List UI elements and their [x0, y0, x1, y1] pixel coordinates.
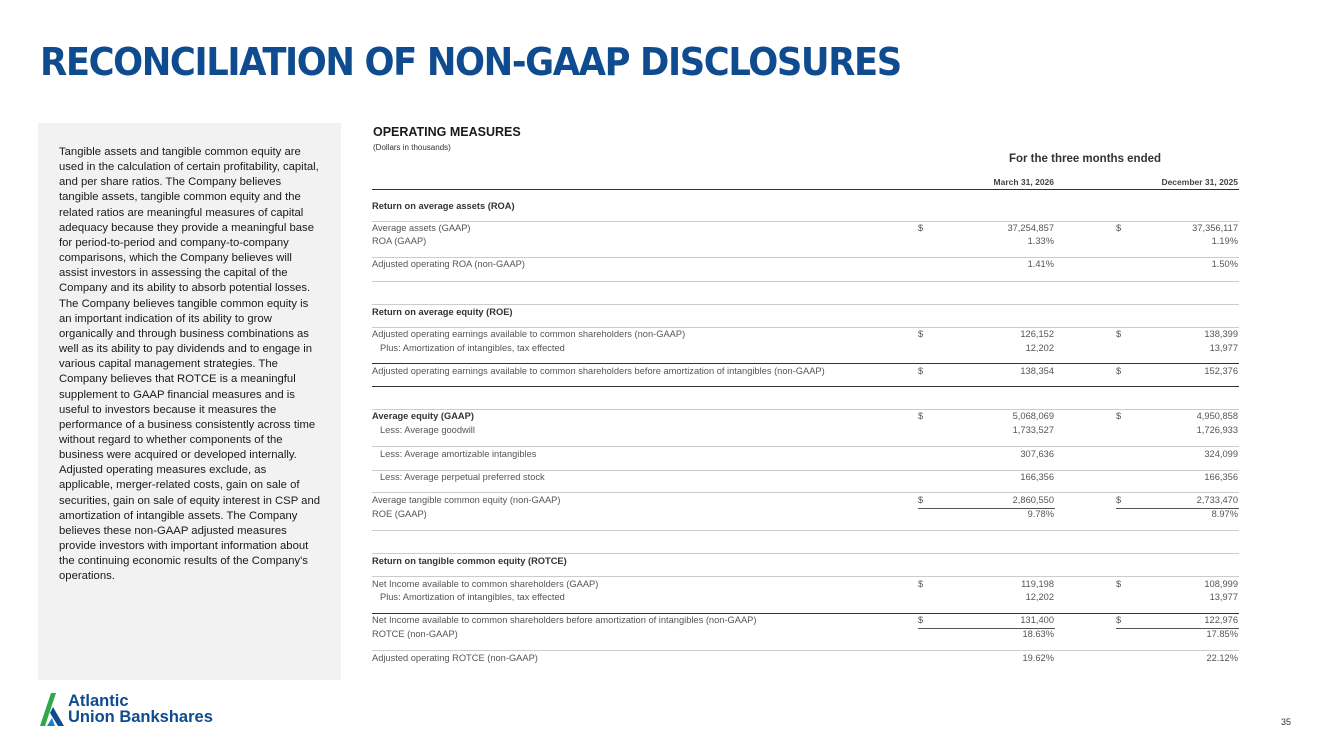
logo-line-1: Atlantic — [68, 692, 129, 710]
row-label: Average tangible common equity (non-GAAP) — [372, 495, 561, 505]
period-header: For the three months ended — [1008, 153, 1162, 165]
table-row — [372, 411, 1239, 425]
row-label: Less: Average amortizable intangibles — [380, 449, 537, 459]
value-december: 13,977 — [1209, 343, 1238, 353]
table-row — [372, 425, 1239, 439]
row-divider — [372, 553, 1239, 554]
table-row — [372, 653, 1239, 667]
row-divider — [372, 281, 1239, 282]
value-december: 108,999 — [1204, 579, 1238, 589]
column-header-march: March 31, 2026 — [993, 177, 1054, 187]
logo-mark-icon — [40, 693, 66, 727]
section-title: OPERATING MEASURES — [373, 125, 521, 139]
row-label: Adjusted operating ROTCE (non-GAAP) — [372, 653, 538, 663]
row-label: ROTCE (non-GAAP) — [372, 629, 458, 639]
row-label: ROA (GAAP) — [372, 236, 427, 246]
currency-symbol: $ — [1116, 366, 1122, 376]
row-divider — [372, 492, 1239, 493]
value-december: 1,726,933 — [1196, 425, 1238, 435]
value-december: 37,356,117 — [1192, 223, 1238, 233]
header-divider — [372, 189, 1239, 190]
row-divider — [372, 409, 1239, 410]
page-title: RECONCILIATION OF NON-GAAP DISCLOSURES — [40, 40, 901, 84]
value-december: 122,976 — [1204, 615, 1238, 625]
row-label: Less: Average goodwill — [380, 425, 475, 435]
row-divider — [372, 386, 1239, 387]
page-number: 35 — [1281, 717, 1292, 727]
value-december: 166,356 — [1204, 472, 1238, 482]
row-divider — [372, 327, 1239, 328]
row-label: Return on tangible common equity (ROTCE) — [372, 556, 567, 566]
row-label: Average assets (GAAP) — [372, 223, 471, 233]
column-header-december: December 31, 2025 — [1161, 177, 1238, 187]
table-row — [372, 556, 1239, 570]
table-row — [372, 223, 1239, 237]
currency-symbol: $ — [1116, 223, 1122, 233]
value-march: 5,068,069 — [1012, 411, 1054, 421]
value-march: 9.78% — [1027, 509, 1054, 519]
table-row — [372, 329, 1239, 343]
value-december: 152,376 — [1204, 366, 1238, 376]
value-december: 8.97% — [1211, 509, 1238, 519]
sidebar-text: Tangible assets and tangible common equity are used in the calculation of certain profitability, capital, and per share ratios. The Company believes tangible assets, tangible common equity and the related ratios are meaningful measures of capital adequacy because they provide a meaningful base for period-to-period and company-to-company comparisons, which the Company believes will assist investors in assessing the capital of the Company and its ability to absorb potential losses. The Company believes tangible common equity is an important indication of its ability to grow organically and through business combinations as well as its ability to pay dividends and to engage in various capital management strategies. The Company believes that ROTCE is a meaningful supplement to GAAP financial measures and is useful to investors because it measures the performance of a business consistently across time without regard to whether components of the business were acquired or developed internally. Adjusted operating measures exclude, as applicable, merger-related costs, gain on sale of securities, gain on sale of equity interest in CSP and amortization of intangible assets. The Company believes these non-GAAP adjusted measures provide investors with important information about the continuing economic results of the Company's operations. — [59, 146, 321, 583]
value-march: 1.41% — [1027, 259, 1054, 269]
currency-symbol: $ — [918, 579, 924, 589]
value-december: 1.19% — [1211, 236, 1238, 246]
table-row — [372, 259, 1239, 273]
row-divider — [372, 650, 1239, 651]
currency-symbol: $ — [918, 366, 924, 376]
table-row — [372, 307, 1239, 321]
row-label: Average equity (GAAP) — [372, 411, 474, 421]
table-row — [372, 201, 1239, 215]
value-december: 2,733,470 — [1196, 495, 1238, 505]
row-divider — [372, 530, 1239, 531]
currency-symbol: $ — [918, 615, 924, 625]
value-march: 138,354 — [1020, 366, 1054, 376]
value-december: 324,099 — [1204, 449, 1238, 459]
table-row — [372, 366, 1239, 380]
value-march: 18.63% — [1022, 629, 1054, 639]
value-december: 22.12% — [1206, 653, 1238, 663]
row-label: Plus: Amortization of intangibles, tax effected — [380, 592, 565, 602]
value-december: 138,399 — [1204, 329, 1238, 339]
row-label: Return on average equity (ROE) — [372, 307, 513, 317]
table-row — [372, 495, 1239, 509]
row-label: Net Income available to common shareholders before amortization of intangibles (non-GAAP) — [372, 615, 757, 625]
table-row — [372, 449, 1239, 463]
value-march: 19.62% — [1022, 653, 1054, 663]
row-divider — [372, 257, 1239, 258]
row-label: Less: Average perpetual preferred stock — [380, 472, 545, 482]
row-label: Net Income available to common shareholders (GAAP) — [372, 579, 599, 589]
row-label: Return on average assets (ROA) — [372, 201, 515, 211]
table-row — [372, 615, 1239, 629]
currency-symbol: $ — [918, 329, 924, 339]
value-march: 119,198 — [1021, 579, 1054, 589]
row-divider — [372, 613, 1239, 614]
value-december: 17.85% — [1206, 629, 1238, 639]
currency-symbol: $ — [1116, 579, 1122, 589]
row-divider — [372, 363, 1239, 364]
row-label: Adjusted operating ROA (non-GAAP) — [372, 259, 525, 269]
value-march: 126,152 — [1020, 329, 1054, 339]
value-december: 13,977 — [1209, 592, 1238, 602]
value-march: 1,733,527 — [1012, 425, 1054, 435]
row-label: Adjusted operating earnings available to common shareholders (non-GAAP) — [372, 329, 686, 339]
value-march: 12,202 — [1025, 592, 1054, 602]
row-divider — [372, 304, 1239, 305]
currency-symbol: $ — [918, 495, 924, 505]
table-row — [372, 472, 1239, 486]
logo-line-2: Union Bankshares — [68, 708, 213, 726]
value-december: 1.50% — [1211, 259, 1238, 269]
currency-symbol: $ — [1116, 615, 1122, 625]
value-march: 1.33% — [1027, 236, 1054, 246]
currency-symbol: $ — [1116, 495, 1122, 505]
currency-symbol: $ — [918, 411, 924, 421]
currency-symbol: $ — [1116, 329, 1122, 339]
table-row — [372, 509, 1239, 523]
row-divider — [372, 576, 1239, 577]
value-march: 166,356 — [1020, 472, 1054, 482]
currency-symbol: $ — [1116, 411, 1122, 421]
row-divider — [372, 446, 1239, 447]
currency-symbol: $ — [918, 223, 924, 233]
table-row — [372, 579, 1239, 593]
value-march: 131,400 — [1020, 615, 1054, 625]
value-december: 4,950,858 — [1196, 411, 1238, 421]
table-row — [372, 236, 1239, 250]
value-march: 37,254,857 — [1007, 223, 1054, 233]
sidebar-panel — [38, 123, 341, 680]
value-march: 307,636 — [1020, 449, 1054, 459]
table-row — [372, 343, 1239, 357]
row-divider — [372, 470, 1239, 471]
row-label: Adjusted operating earnings available to common shareholders before amortization of intangibles (non-GAAP) — [372, 366, 825, 376]
row-label: ROE (GAAP) — [372, 509, 427, 519]
value-march: 12,202 — [1025, 343, 1054, 353]
section-subtitle: (Dollars in thousands) — [373, 143, 451, 152]
table-row — [372, 592, 1239, 606]
row-label: Plus: Amortization of intangibles, tax effected — [380, 343, 565, 353]
value-march: 2,860,550 — [1012, 495, 1054, 505]
row-divider — [372, 221, 1239, 222]
table-row — [372, 629, 1239, 643]
